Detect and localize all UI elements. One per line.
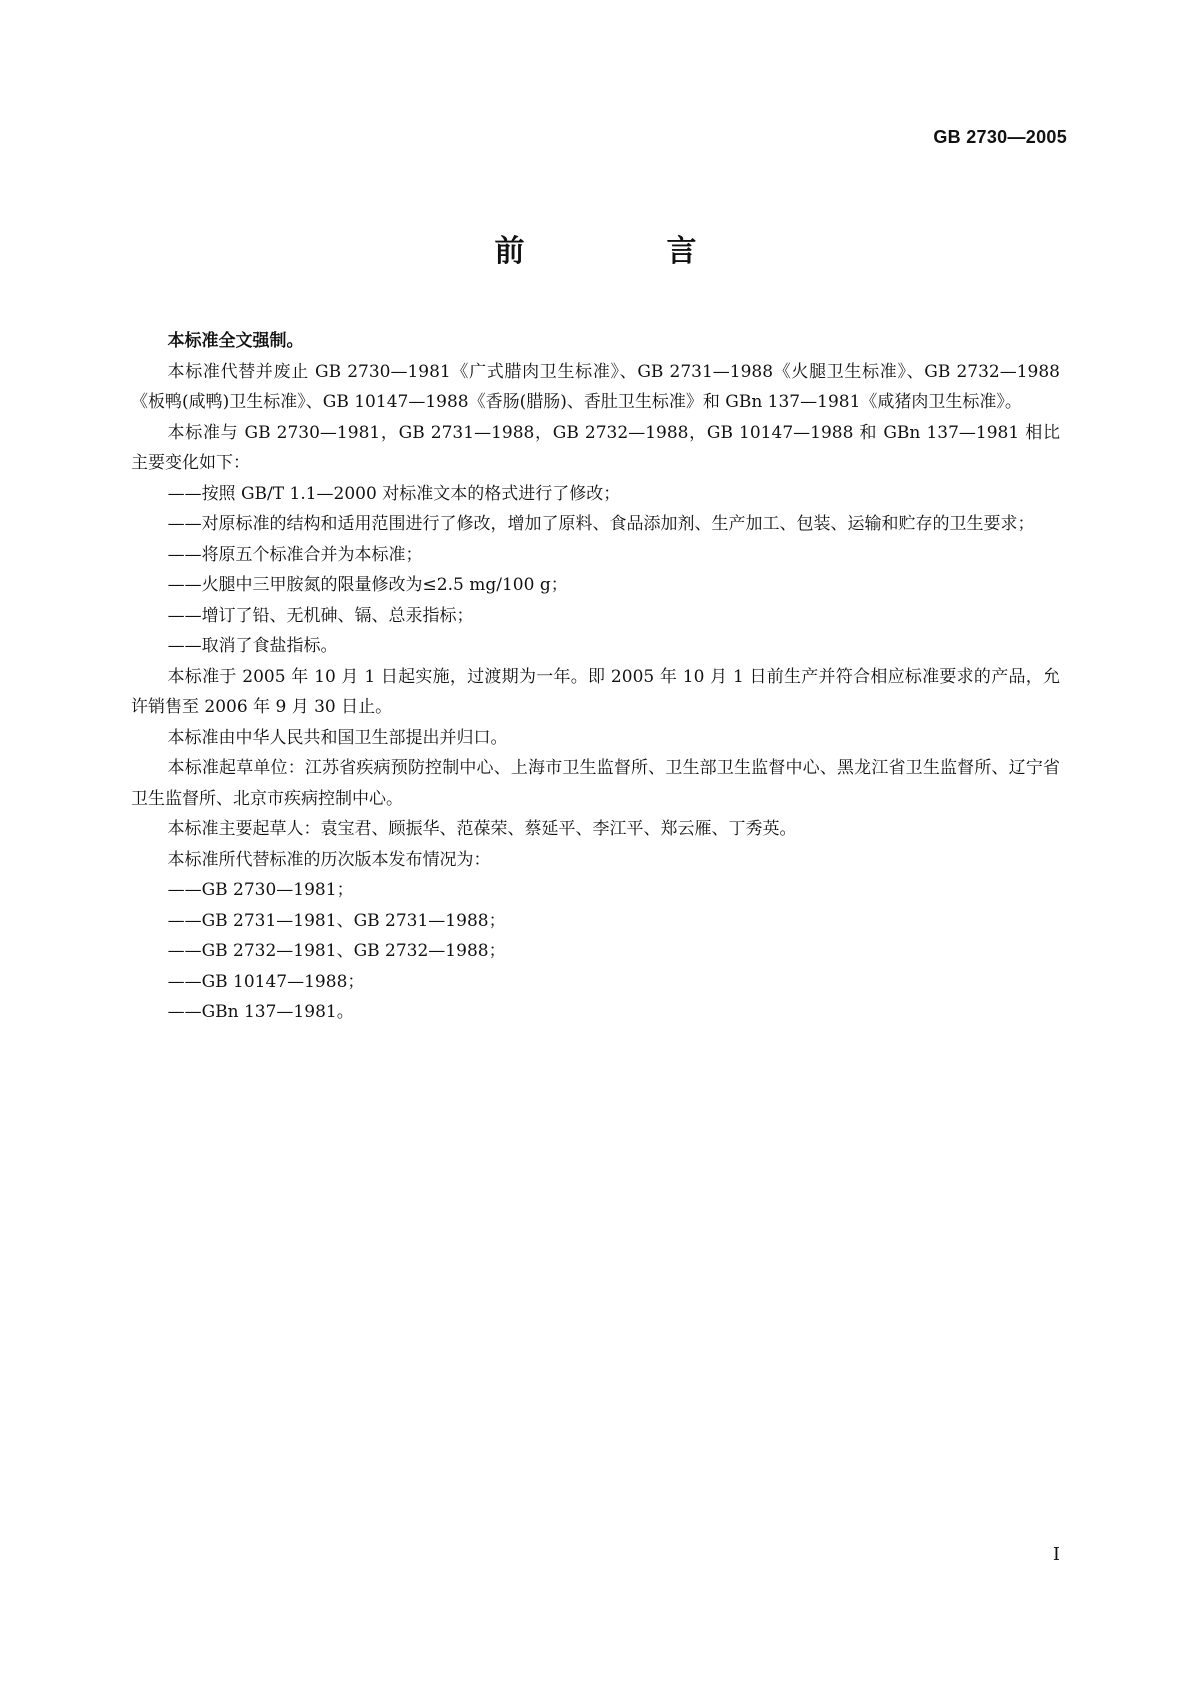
list-item: ——GB 10147—1988； bbox=[167, 971, 365, 992]
list-item: ——GB 2731—1981、GB 2731—1988； bbox=[167, 910, 506, 931]
paragraph-history-intro: 本标准所代替标准的历次版本发布情况为： bbox=[167, 849, 491, 870]
list-item: ——对原标准的结构和适用范围进行了修改，增加了原料、食品添加剂、生产加工、包装、运输和贮存的卫生要求； bbox=[167, 514, 1035, 534]
history-list bbox=[131, 875, 1060, 1028]
page-number: I bbox=[1052, 1544, 1060, 1565]
paragraph-mandatory: 本标准全文强制。 bbox=[167, 331, 304, 351]
paragraph-proposer: 本标准由中华人民共和国卫生部提出并归口。 bbox=[167, 727, 508, 748]
paragraph-changes-intro: 本标准与 GB 2730—1981，GB 2731—1988，GB 2732—1988，GB 10147—1988 和 GBn 137—1981 相比主要变化如下： bbox=[131, 422, 1060, 473]
paragraph-drafting-units: 本标准起草单位：江苏省疾病预防控制中心、上海市卫生监督所、卫生部卫生监督中心、黑龙江省卫生监督所、辽宁省卫生监督所、北京市疾病控制中心。 bbox=[131, 758, 1060, 809]
page-title: 前 言 bbox=[494, 234, 753, 269]
list-item: ——将原五个标准合并为本标准； bbox=[167, 544, 423, 565]
list-item: ——按照 GB/T 1.1—2000 对标准文本的格式进行了修改； bbox=[167, 483, 621, 504]
list-item: ——取消了食盐指标。 bbox=[167, 636, 338, 656]
list-item: ——GBn 137—1981。 bbox=[167, 1002, 354, 1022]
paragraph-replaces: 本标准代替并废止 GB 2730—1981《广式腊肉卫生标准》、GB 2731—1988《火腿卫生标准》、GB 2732—1988《板鸭(咸鸭)卫生标准》、GB 10147—1988《香肠(腊肠)、香肚卫生标准》和 GBn 137—1981《咸猪肉卫生标准》。 bbox=[131, 361, 1060, 412]
changes-list bbox=[131, 479, 1060, 662]
list-item: ——增订了铅、无机砷、镉、总汞指标； bbox=[167, 605, 474, 626]
paragraph-effective-date: 本标准于 2005 年 10 月 1 日起实施，过渡期为一年。即 2005 年 10 月 1 日前生产并符合相应标准要求的产品，允许销售至 2006 年 9 月 30 日止。 bbox=[131, 666, 1060, 717]
list-item: ——火腿中三甲胺氮的限量修改为≤2.5 mg/100 g； bbox=[167, 575, 568, 595]
list-item: ——GB 2732—1981、GB 2732—1988； bbox=[167, 941, 506, 961]
paragraph-drafters: 本标准主要起草人：袁宝君、顾振华、范葆荣、蔡延平、李江平、郑云雁、丁秀英。 bbox=[167, 819, 797, 839]
list-item: ——GB 2730—1981； bbox=[167, 880, 354, 900]
foreword-body bbox=[131, 326, 1060, 1028]
document-code: GB 2730—2005 bbox=[933, 127, 1067, 147]
